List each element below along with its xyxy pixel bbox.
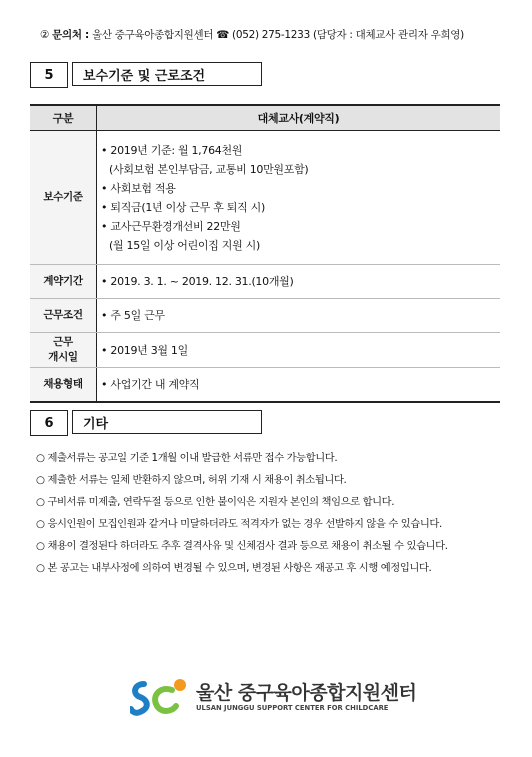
contact-info [40,27,520,42]
list-item: • 2019. 3. 1. ~ 2019. 12. 31.(10개월) [101,275,294,288]
row-label-salary: 보수기준 [30,131,97,265]
header-substitute-teacher: 대체교사(계약직) [97,105,501,131]
note-item: ○ 제출서류는 공고일 기준 1개월 이내 발급한 서류만 접수 가능합니다. [36,452,338,464]
table-row [30,265,500,299]
table-row [30,299,500,333]
note-item: ○ 응시인원이 모집인원과 같거나 미달하더라도 적격자가 없는 경우 선발하지 않을 수 있습니다. [36,518,442,530]
section-5-title: 보수기준 및 근로조건 [72,62,262,86]
note-item: ○ 제출한 서류는 일체 반환하지 않으며, 허위 기재 시 채용이 취소됩니다. [36,474,347,486]
center-name: 울산 중구육아종합지원센터 [196,682,417,704]
list-item: • 사회보험 적용 [101,181,176,195]
row-label-contract-period: 계약기간 [30,265,97,299]
list-item: • 사업기간 내 계약직 [101,377,200,391]
header-category: 구분 [30,105,97,131]
row-label-start-date-line2: 개시일 [48,351,78,363]
section-5-number: 5 [30,62,68,88]
row-label-work-conditions: 근무조건 [30,299,97,333]
center-logo-icon [130,676,192,720]
list-item: • 교사근무환경개선비 22만원 [101,219,241,233]
center-logo [130,676,420,720]
table-header-row [30,105,500,131]
list-item: • 퇴직금(1년 이상 근무 후 퇴직 시) [101,200,265,214]
table-row [30,368,500,402]
table-row [30,333,500,368]
list-item: • 주 5일 근무 [101,309,165,322]
contact-label: 문의처 : [52,29,89,41]
circled-number: ② [40,29,50,41]
row-label-start-date [30,333,97,368]
note-item: ○ 채용이 결정된다 하더라도 추후 결격사유 및 신체검사 결과 등으로 채용이 취소될 수 있습니다. [36,540,448,552]
list-item: • 2019년 기준: 월 1,764천원 [101,143,243,157]
section-6-number: 6 [30,410,68,436]
salary-conditions-table [30,104,500,403]
note-item: ○ 본 공고는 내부사정에 의하여 변경될 수 있으며, 변경된 사항은 재공고 후 시행 예정입니다. [36,562,432,574]
row-label-start-date-line1: 근무 [53,336,73,348]
row-value-salary [97,131,501,265]
table-row [30,131,500,265]
note-item: ○ 구비서류 미제출, 연락두절 등으로 인한 불이익은 지원자 본인의 책임으로 합니다. [36,496,395,508]
center-subtitle: ULSAN JUNGGU SUPPORT CENTER FOR CHILDCARE [196,704,389,712]
list-item: (사회보험 본인부담금, 교통비 10만원포함) [109,162,309,176]
list-item: (월 15일 이상 어린이집 지원 시) [109,238,260,252]
contact-body: 울산 중구육아종합지원센터 ☎ (052) 275-1233 (담당자 : 대체교사 관리자 우희영) [92,29,464,41]
row-value-work-conditions [97,299,501,333]
row-value-employment-type [97,368,501,402]
list-item: • 2019년 3월 1일 [101,343,188,357]
notes-list [36,447,516,579]
row-value-start-date [97,333,501,368]
row-label-employment-type: 채용형태 [30,368,97,402]
section-6-title: 기타 [72,410,262,434]
row-value-contract-period [97,265,501,299]
